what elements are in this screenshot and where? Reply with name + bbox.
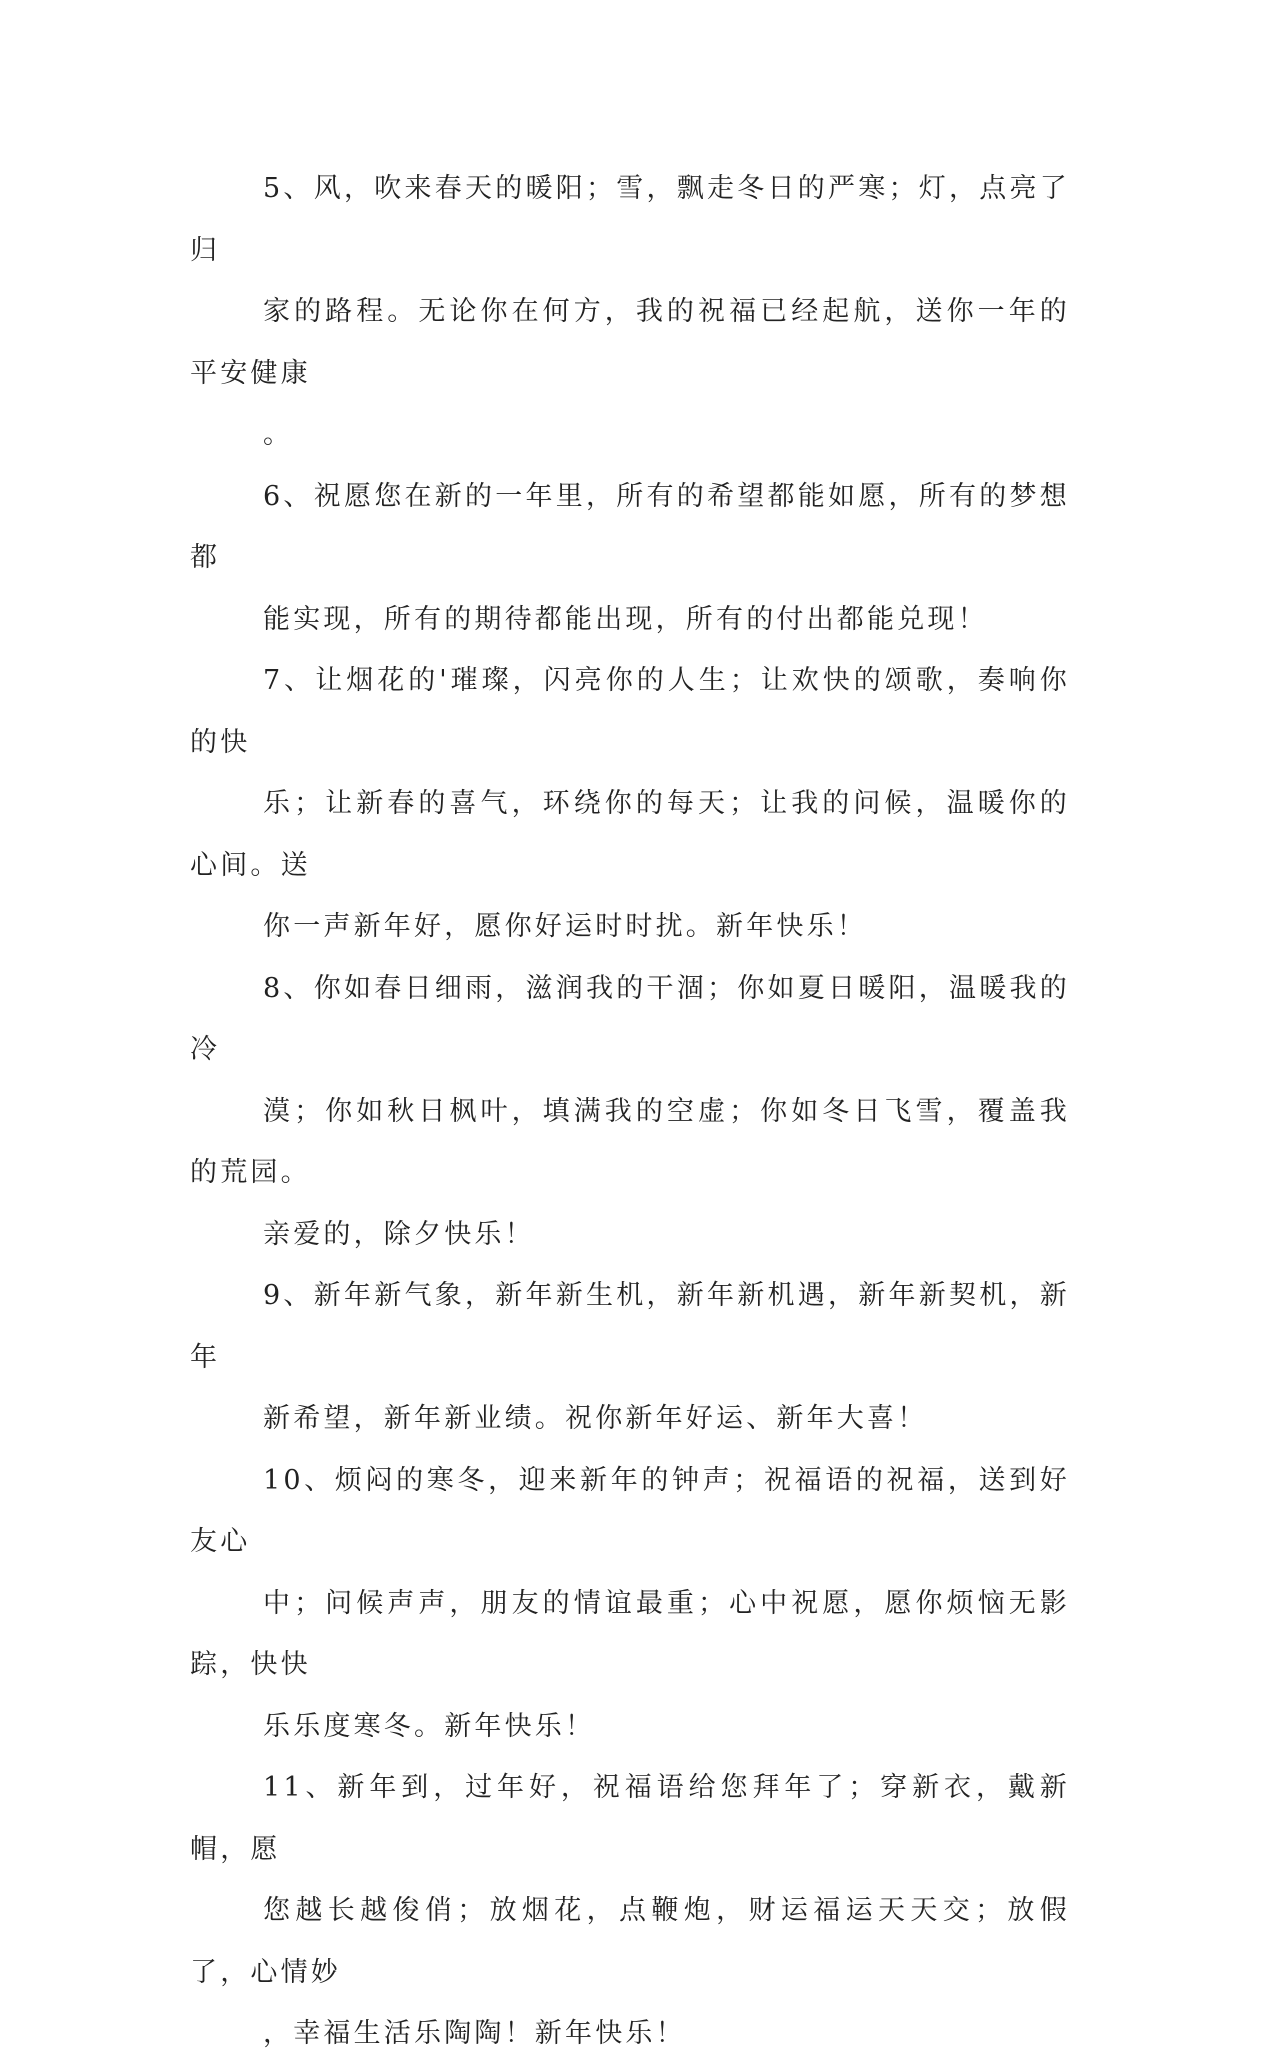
paragraph-line: 您越长越俊俏；放烟花，点鞭炮，财运福运天天交；放假了，心情妙 [190,1895,1070,1988]
paragraph-line: 。 [263,419,294,450]
paragraph-line: 10、烦闷的寒冬，迎来新年的钟声；祝福语的祝福，送到好友心 [190,1464,1070,1557]
paragraph-11 [190,1757,1070,2065]
paragraph-line: 9、新年新气象，新年新生机，新年新机遇，新年新契机，新年 [190,1280,1070,1373]
paragraph-8 [190,958,1070,1266]
paragraph-line: 6、祝愿您在新的一年里，所有的希望都能如愿，所有的梦想都 [190,480,1070,573]
paragraph-line: 7、让烟花的'璀璨，闪亮你的人生；让欢快的颂歌，奏响你的快 [190,665,1070,758]
paragraph-10 [190,1450,1070,1758]
paragraph-line: 家的路程。无论你在何方，我的祝福已经起航，送你一年的平安健康 [190,296,1070,389]
paragraph-5 [190,158,1070,466]
paragraph-line: 中；问候声声，朋友的情谊最重；心中祝愿，愿你烦恼无影踪，快快 [190,1587,1070,1680]
paragraph-line: 乐；让新春的喜气，环绕你的每天；让我的问候，温暖你的心间。送 [190,788,1070,881]
paragraph-line: 亲爱的，除夕快乐！ [263,1218,535,1250]
paragraph-line: 8、你如春日细雨，滋润我的干涸；你如夏日暖阳，温暖我的冷 [190,972,1070,1065]
paragraph-line: 漠；你如秋日枫叶，填满我的空虚；你如冬日飞雪，覆盖我的荒园。 [190,1095,1070,1188]
paragraph-9 [190,1265,1070,1450]
document-body [190,158,1070,2065]
paragraph-line: 新希望，新年新业绩。祝你新年好运、新年大喜！ [263,1403,928,1434]
paragraph-line: 乐乐度寒冬。新年快乐！ [263,1710,596,1742]
paragraph-line: 能实现，所有的期待都能出现，所有的付出都能兑现！ [263,603,988,635]
paragraph-line: 5、风，吹来春天的暖阳；雪，飘走冬日的严寒；灯，点亮了归 [190,173,1070,266]
paragraph-6 [190,466,1070,651]
paragraph-line: ，幸福生活乐陶陶！新年快乐！ [263,2018,686,2049]
paragraph-7 [190,650,1070,958]
paragraph-line: 你一声新年好，愿你好运时时扰。新年快乐！ [263,911,867,942]
paragraph-line: 11、新年到，过年好，祝福语给您拜年了；穿新衣，戴新帽，愿 [190,1772,1070,1865]
